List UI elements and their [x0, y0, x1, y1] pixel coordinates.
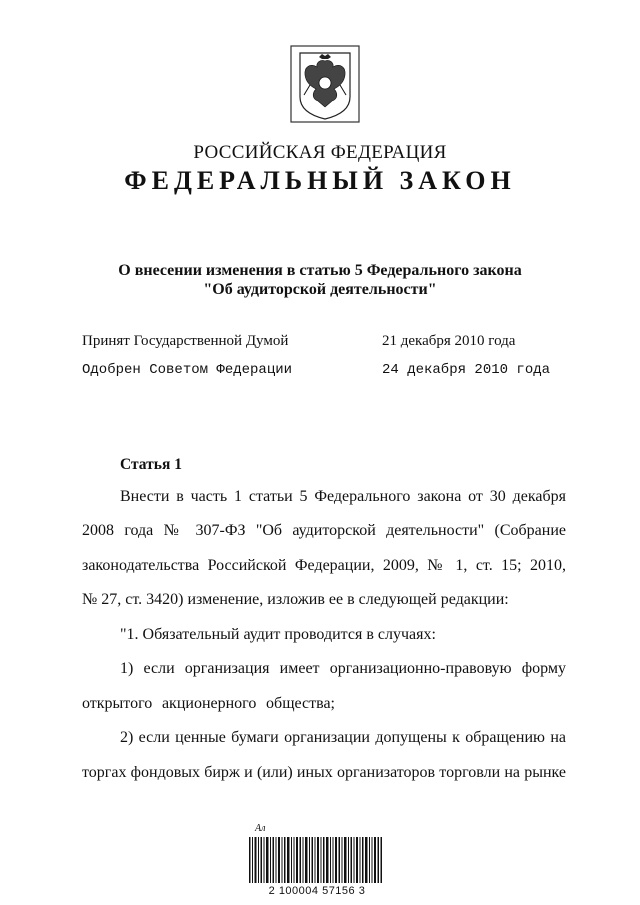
document-type-title: ФЕДЕРАЛЬНЫЙ ЗАКОН [124, 166, 516, 195]
article-heading: Статья 1 [120, 456, 182, 473]
body-line: Внести в часть 1 статьи 5 Федерального закона от 30 декабря [120, 488, 566, 505]
council-date: 24 декабря 2010 года [382, 362, 551, 378]
body-line: № 27, ст. 3420) изменение, изложив ее в следующей редакции: [82, 591, 509, 608]
body-line: торгах фондовых бирж и (или) иных организаторов торговли на рынке [82, 764, 566, 781]
body-line: 1) если организация имеет организационно-правовую форму [120, 660, 566, 677]
body-line: законодательства Российской Федерации, 2009, № 1, ст. 15; 2010, [82, 557, 566, 574]
signature-mark: Ал [255, 823, 266, 834]
country-name: РОССИЙСКАЯ ФЕДЕРАЦИЯ [193, 142, 447, 163]
body-line: 2) если ценные бумаги организации допущены к обращению на [120, 729, 566, 746]
subject-line-2: "Об аудиторской деятельности" [203, 281, 437, 298]
subject-line-1: О внесении изменения в статью 5 Федерального закона [118, 262, 522, 279]
body-line: 2008 года № 307-ФЗ "Об аудиторской деятельности" (Собрание [82, 522, 566, 539]
document-barcode [247, 823, 387, 903]
body-line: открытого акционерного общества; [82, 695, 335, 712]
barcode-number: 2 100004 57156 3 [268, 885, 366, 897]
duma-label: Принят Государственной Думой [82, 333, 289, 349]
duma-date: 21 декабря 2010 года [382, 333, 516, 349]
law-subject [0, 261, 640, 299]
body-line: "1. Обязательный аудит проводится в случаях: [120, 626, 436, 643]
council-label: Одобрен Советом Федерации [82, 362, 293, 378]
barcode-icon [249, 837, 383, 883]
coat-of-arms-emblem-icon [290, 45, 360, 123]
